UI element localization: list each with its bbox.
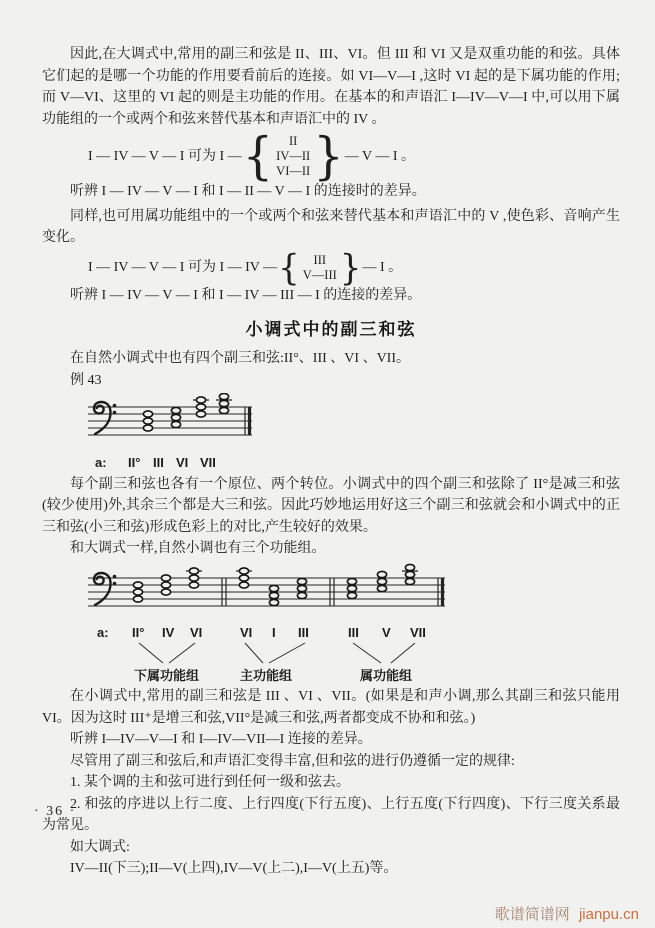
music-staff <box>86 393 256 443</box>
function-group-connectors <box>42 641 620 665</box>
listen-dominant: 听辨 I — IV — V — I 和 I — IV — III — I 的连接的差异。 <box>70 288 422 304</box>
chord-label: VI <box>176 454 189 470</box>
chord-label: II° <box>132 625 145 641</box>
chord-label: VI <box>190 625 203 641</box>
staff-function-groups <box>86 562 620 622</box>
formula-tail: — V — I 。 <box>344 148 416 164</box>
listen-minor: 听辨 I—IV—V—I 和 I—IV—VII—I 连接的差异。 <box>70 732 372 748</box>
formula-options <box>301 253 339 283</box>
staff-example-43 <box>86 393 620 451</box>
listen-subdominant: 听辨 I — IV — V — I 和 I — II — V — I 的连接时的差异。 <box>70 184 426 199</box>
formula-lead: I — IV — V — I 可为 I — IV — <box>88 260 278 276</box>
chord <box>216 393 232 413</box>
para-minor-common: 在小调式中,常用的副三和弦是 III 、VI 、VII。(如果是和声小调,那么其副三和弦只能用 VI。因为这时 III⁺是增三和弦,VII°是减三和弦,两者都变成不协和和弦。) <box>42 689 620 726</box>
formula-subdominant <box>88 126 620 186</box>
group-name-dominant: 属功能组 <box>360 668 413 684</box>
watermark-domain: jianpu.cn <box>578 906 639 923</box>
watermark <box>495 903 639 924</box>
chord <box>377 571 386 591</box>
right-brace: } <box>339 246 362 289</box>
rule-2: 2. 和弦的序进以上行二度、上行四度(下行五度)、上行五度(下行四度)、下行三度关系最为常见。 <box>42 796 620 834</box>
function-group-names <box>42 665 620 683</box>
left-brace: { <box>242 126 274 186</box>
para-rules-intro: 尽管用了副三和弦后,和声语汇变得丰富,但和弦的进行仍遵循一定的规律: <box>70 753 515 769</box>
chord <box>171 407 180 427</box>
chord-label: II° <box>128 454 141 470</box>
key-label: a: <box>97 625 109 641</box>
formula-tail: — I 。 <box>362 260 403 276</box>
para-dominant: 同样,也可用属功能组中的一个或两个和弦来替代基本和声语汇中的 V ,使色彩、音响产生变化。 <box>42 208 620 245</box>
key-label: a: <box>95 454 107 470</box>
example-major-lead: 如大调式: <box>70 839 130 855</box>
chord-label: VI <box>240 625 253 641</box>
chord-label: VII <box>410 625 426 641</box>
chord-label: III <box>153 454 164 470</box>
music-staff <box>86 562 454 614</box>
chord-label: V <box>382 625 391 641</box>
formula-option: IV—II <box>276 149 311 163</box>
function-groups-labels <box>42 622 620 641</box>
formula-options <box>274 134 312 179</box>
example43-labels <box>42 452 620 471</box>
chord-label: III <box>298 625 309 641</box>
group-name-tonic: 主功能组 <box>240 668 293 684</box>
para-minor-intro: 在自然小调式中也有四个副三和弦:II°、III 、VI 、VII。 <box>70 351 411 367</box>
chord-label: III <box>348 625 359 641</box>
formula-option: II <box>289 134 298 148</box>
formula-option: VI—II <box>276 164 311 178</box>
group-name-subdominant: 下属功能组 <box>134 668 200 684</box>
chord <box>347 578 356 598</box>
page-number: · 36 · <box>34 804 77 819</box>
example-label: 例 43 <box>70 372 102 388</box>
page-content <box>42 44 620 880</box>
formula-option: V—III <box>302 267 337 282</box>
formula-dominant <box>88 246 620 289</box>
watermark-site-name: 歌谱简谱网 <box>494 906 570 923</box>
chord-label: I <box>272 625 276 641</box>
chord <box>143 411 152 431</box>
rule-1: 1. 某个调的主和弦可进行到任何一级和弦去。 <box>70 775 350 791</box>
right-brace: } <box>313 126 344 186</box>
para-three-groups: 和大调式一样,自然小调也有三个功能组。 <box>70 541 326 557</box>
para-major-usage: 因此,在大调式中,常用的副三和弦是 II、III、VI。但 III 和 VI 又是双重功能的和弦。具体它们起的是哪一个功能的作用要看前后的连接。如 VI—V—I ,这时 VI 起的是下属功能的作用;而 V—VI、这里的 VI 起的则是主功能的作用。在基本的和声语汇 I—IV—V—I 中,可以用下属功能组的一个或两个和弦来替代基本和声语汇中的 IV 。 <box>42 47 620 127</box>
formula-lead: I — IV — V — I 可为 I — <box>88 148 242 164</box>
para-each-triad: 每个副三和弦也各有一个原位、两个转位。小调式中的四个副三和弦除了 II°是减三和弦(较少使用)外,其余三个都是大三和弦。因此巧妙地运用好这三个副三和弦就会和小调式中的正三和弦(小三和弦)形成色彩上的对比,产生较好的效果。 <box>42 476 620 535</box>
chord <box>161 574 170 594</box>
chord <box>402 564 418 584</box>
chord <box>133 581 142 601</box>
left-brace: { <box>278 246 300 289</box>
progressions: IV—II(下三);II—V(上四),IV—V(上二),I—V(上五)等。 <box>70 861 398 877</box>
chord-label: VII <box>200 454 216 470</box>
formula-option: III <box>313 252 327 267</box>
chord <box>297 578 306 598</box>
section-heading: 小调式中的副三和弦 <box>245 319 417 339</box>
chord <box>269 585 278 605</box>
chord-label: IV <box>162 625 175 641</box>
